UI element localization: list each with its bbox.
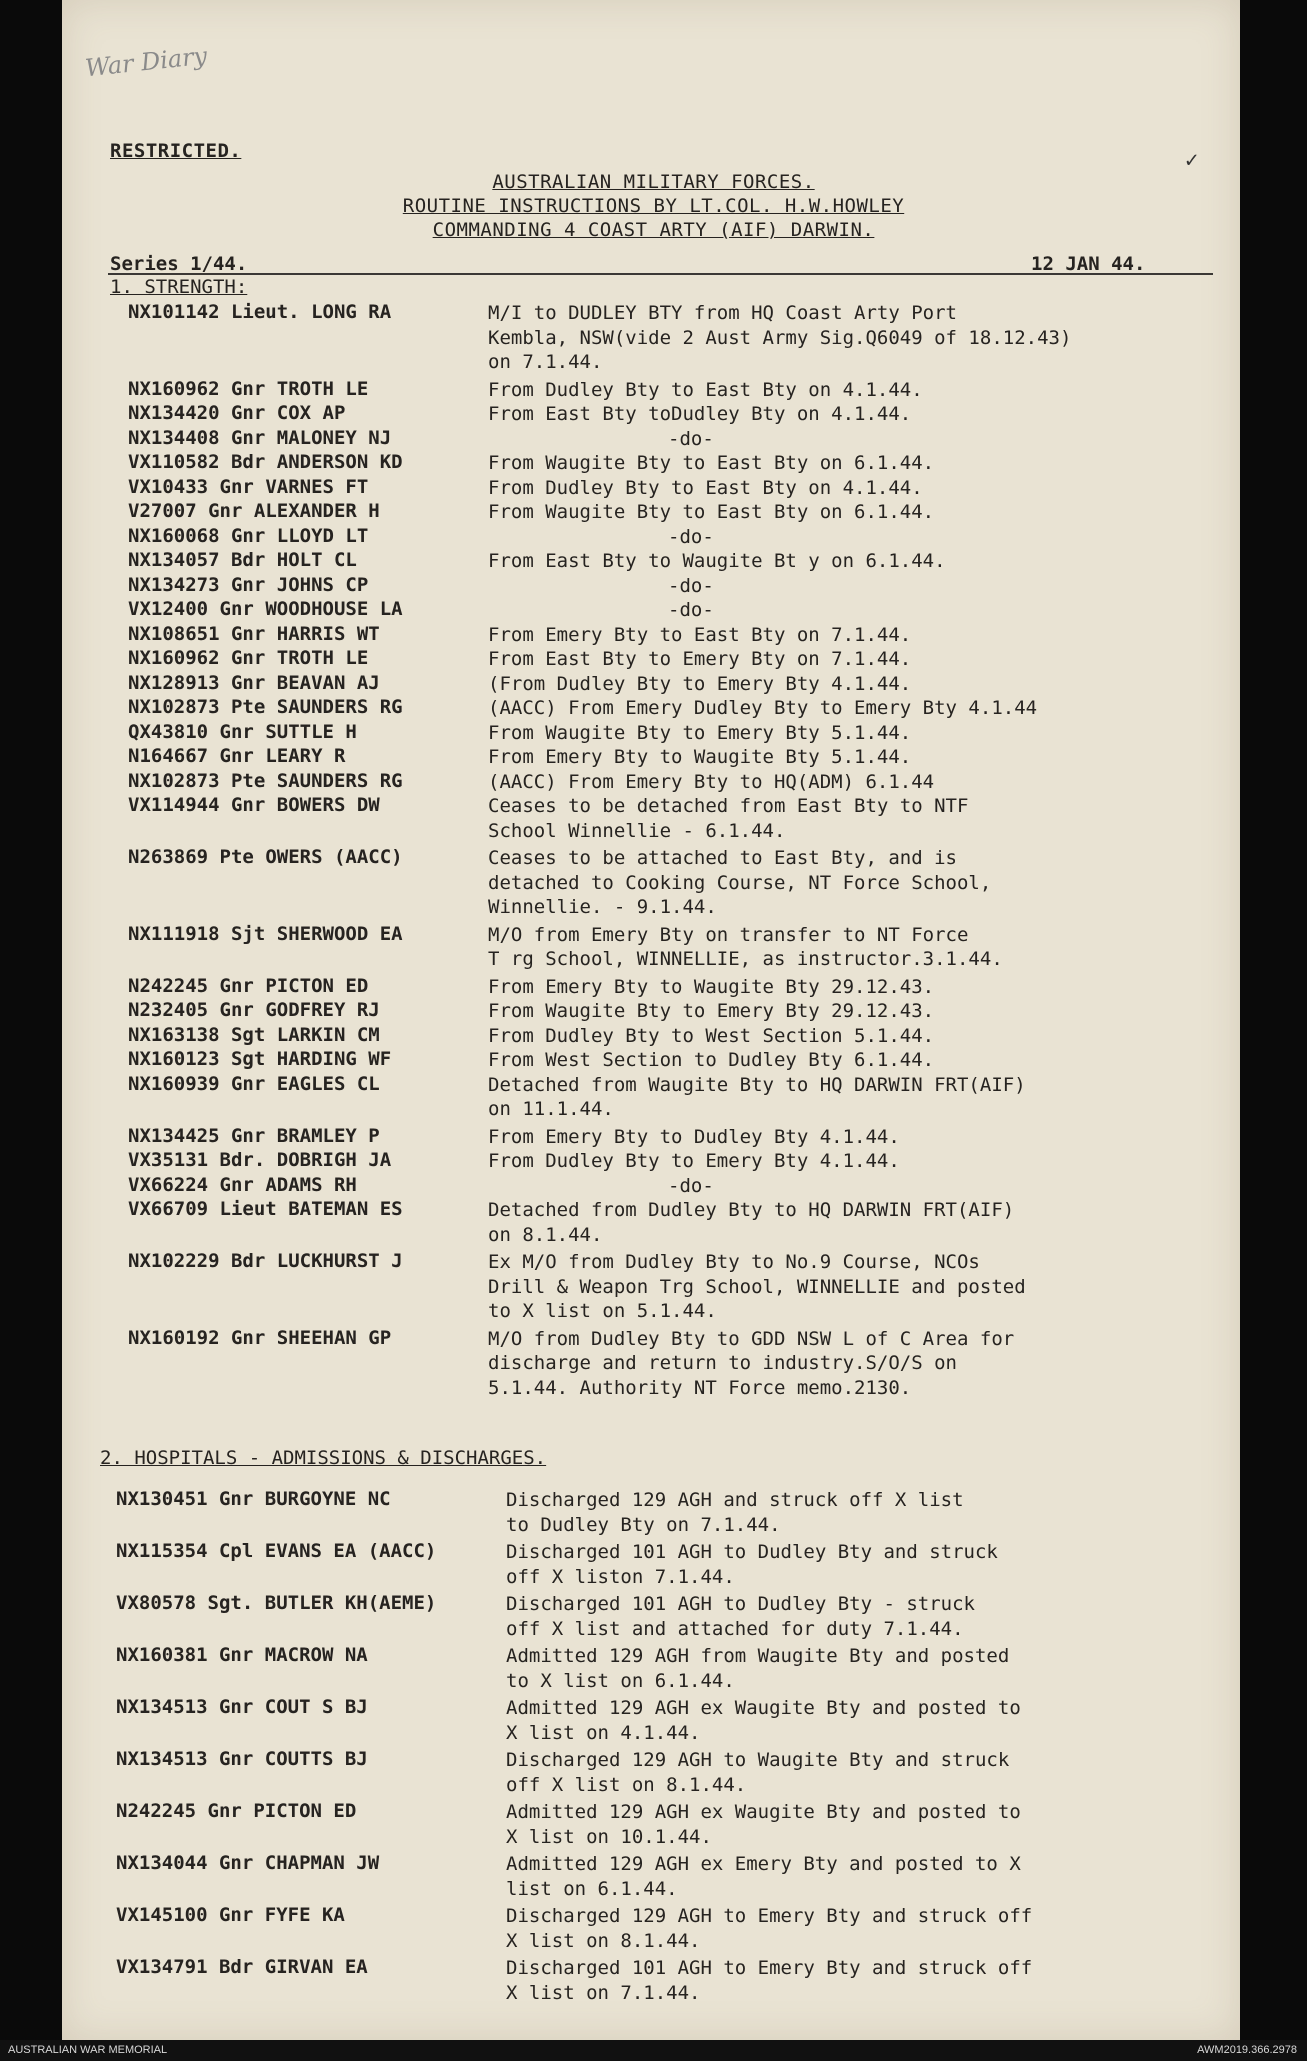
service-number: NX115354 bbox=[116, 1540, 208, 1562]
service-member bbox=[128, 378, 368, 400]
entry-text: (AACC) From Emery Dudley Bty to Emery Bty 4.1.44 bbox=[488, 697, 1038, 719]
member-name: CHAPMAN JW bbox=[264, 1852, 380, 1874]
entry-text: -do- bbox=[668, 574, 714, 597]
service-member bbox=[128, 1024, 380, 1046]
rank: Gnr bbox=[219, 720, 254, 743]
service-member bbox=[128, 451, 403, 473]
member-name: SHEEHAN GP bbox=[276, 1326, 392, 1349]
rank: Gnr bbox=[219, 475, 254, 498]
entry-text: off X list on 8.1.44. bbox=[506, 1773, 747, 1796]
entry-text: Ceases to be attached to East Bty, and is bbox=[488, 847, 957, 869]
service-number: NX160192 bbox=[128, 1326, 220, 1349]
rank: Gnr bbox=[230, 622, 266, 645]
service-member bbox=[128, 846, 403, 868]
service-number: NX160123 bbox=[128, 1048, 220, 1070]
entry-text: Discharged 101 AGH to Dudley Bty and struck bbox=[506, 1541, 998, 1563]
rank: Sgt bbox=[230, 1048, 266, 1070]
service-member bbox=[128, 1048, 391, 1070]
member-name: ANDERSON KD bbox=[276, 451, 403, 473]
entry-text: Admitted 129 AGH ex Emery Bty and posted to X bbox=[506, 1853, 1021, 1875]
service-member bbox=[128, 549, 357, 571]
entry-text: off X liston 7.1.44. bbox=[506, 1565, 735, 1588]
member-name: BUTLER KH(AEME) bbox=[264, 1592, 437, 1614]
entry-text: From West Section to Dudley Bty 6.1.44. bbox=[488, 1049, 935, 1071]
entry-text: -do- bbox=[668, 1174, 714, 1197]
service-number: VX35131 bbox=[128, 1149, 209, 1171]
member-name: VARNES FT bbox=[265, 475, 369, 498]
entry-text: Discharged 101 AGH to Emery Bty and struck off bbox=[506, 1957, 1033, 1979]
member-name: MACROW NA bbox=[264, 1644, 368, 1666]
entry-text: From Dudley Bty to West Section 5.1.44. bbox=[488, 1024, 935, 1047]
entry-text: From Dudley Bty to East Bty on 4.1.44. bbox=[488, 378, 923, 401]
rank: Gnr bbox=[230, 647, 266, 669]
entry-text: X list on 4.1.44. bbox=[506, 1721, 701, 1744]
service-member bbox=[128, 770, 403, 792]
section-title-hospitals: 2. HOSPITALS - ADMISSIONS & DISCHARGES. bbox=[100, 1447, 547, 1469]
rank: Gnr bbox=[230, 794, 266, 816]
service-member bbox=[128, 1174, 357, 1196]
rank: Pte bbox=[230, 769, 266, 792]
member-name: LUCKHURST J bbox=[276, 1250, 403, 1272]
entry-text: From East Bty toDudley Bty on 4.1.44. bbox=[488, 403, 912, 425]
rank: Gnr bbox=[218, 1488, 254, 1510]
entry-text: M/O from Emery Bty on transfer to NT Force bbox=[488, 923, 969, 946]
rank: Gnr bbox=[218, 1852, 254, 1874]
entry-text: From Emery Bty to Dudley Bty 4.1.44. bbox=[488, 1125, 900, 1148]
section-title-strength: 1. STRENGTH: bbox=[110, 276, 248, 298]
service-member bbox=[128, 999, 380, 1021]
rank: Pte bbox=[219, 846, 254, 868]
service-number: N164667 bbox=[128, 745, 209, 767]
rank: Gnr bbox=[218, 1904, 254, 1926]
member-name: LEARY R bbox=[265, 745, 346, 767]
member-name: FYFE KA bbox=[264, 1904, 345, 1926]
entry-text: From Dudley Bty to Emery Bty 4.1.44. bbox=[488, 1150, 900, 1172]
rank: Bdr bbox=[218, 1956, 254, 1978]
service-number: NX160381 bbox=[116, 1644, 208, 1666]
entry-text: From East Bty to Waugite Bt y on 6.1.44. bbox=[488, 550, 946, 572]
service-member bbox=[128, 696, 403, 718]
member-name: LLOYD LT bbox=[276, 524, 369, 547]
member-name: TROTH LE bbox=[276, 377, 369, 400]
service-number: NX102873 bbox=[128, 696, 220, 718]
entry-text: to X list on 6.1.44. bbox=[506, 1669, 735, 1692]
document-date: 12 JAN 44. bbox=[1031, 253, 1146, 275]
service-member bbox=[128, 301, 391, 323]
member-name: HARRIS WT bbox=[276, 622, 380, 645]
rank: Gnr bbox=[219, 974, 254, 997]
classification-label: RESTRICTED. bbox=[110, 140, 242, 162]
service-number: N242245 bbox=[116, 1800, 197, 1822]
entry-text: From Waugite Bty to East Bty on 6.1.44. bbox=[488, 452, 935, 474]
member-name: BRAMLEY P bbox=[276, 1124, 380, 1147]
service-member bbox=[128, 672, 380, 694]
entry-text: From Dudley Bty to East Bty on 4.1.44. bbox=[488, 476, 923, 499]
rank: Bdr. bbox=[219, 1149, 266, 1171]
entry-text: Ex M/O from Dudley Bty to No.9 Course, NCOs bbox=[488, 1251, 980, 1273]
service-number: NX134044 bbox=[116, 1852, 208, 1874]
entry-text: -do- bbox=[668, 599, 714, 621]
service-number: NX134273 bbox=[128, 573, 220, 596]
service-member bbox=[128, 402, 345, 424]
member-name: MALONEY NJ bbox=[276, 426, 392, 449]
entry-text: on 8.1.44. bbox=[488, 1223, 603, 1246]
rank: Gnr bbox=[230, 426, 266, 449]
service-member bbox=[116, 1956, 368, 1978]
rank: Gnr bbox=[219, 745, 254, 767]
entry-text: Kembla, NSW(vide 2 Aust Army Sig.Q6049 of 18.12.43) bbox=[488, 326, 1072, 349]
rank: Gnr bbox=[230, 671, 266, 694]
member-name: GODFREY RJ bbox=[265, 999, 380, 1021]
entry-text: discharge and return to industry.S/O/S on bbox=[488, 1352, 957, 1374]
service-member bbox=[116, 1540, 436, 1562]
service-number: VX145100 bbox=[116, 1904, 208, 1926]
rank: Bdr bbox=[230, 451, 266, 473]
rank: Gnr bbox=[230, 402, 266, 424]
member-name: COUTTS BJ bbox=[264, 1748, 368, 1770]
service-member bbox=[128, 500, 380, 522]
archive-footer bbox=[0, 2040, 1307, 2061]
service-member bbox=[116, 1800, 356, 1822]
rank: Sjt bbox=[230, 922, 266, 945]
service-member bbox=[128, 1327, 391, 1349]
service-number: NX128913 bbox=[128, 671, 220, 694]
member-name: SAUNDERS RG bbox=[276, 696, 403, 718]
series-number: Series 1/44. bbox=[110, 253, 248, 275]
member-name: ADAMS RH bbox=[265, 1173, 357, 1196]
heading-instructions: ROUTINE INSTRUCTIONS BY LT.COL. H.W.HOWLEY bbox=[402, 195, 905, 217]
entry-text: From Emery Bty to Waugite Bty 29.12.43. bbox=[488, 975, 935, 998]
entry-text: on 7.1.44. bbox=[488, 351, 603, 373]
entry-text: (From Dudley Bty to Emery Bty 4.1.44. bbox=[488, 672, 912, 695]
member-name: BURGOYNE NC bbox=[264, 1488, 391, 1510]
entry-text: Detached from Dudley Bty to HQ DARWIN FRT(AIF) bbox=[488, 1199, 1015, 1221]
service-member bbox=[128, 427, 391, 449]
entry-text: T rg School, WINNELLIE, as instructor.3.1.44. bbox=[488, 948, 1003, 970]
service-member bbox=[116, 1748, 368, 1770]
footer-institution: AUSTRALIAN WAR MEMORIAL bbox=[8, 2044, 168, 2056]
entry-text: Admitted 129 AGH ex Waugite Bty and posted to bbox=[506, 1697, 1021, 1719]
member-name: ALEXANDER H bbox=[253, 500, 380, 522]
service-member bbox=[128, 1250, 403, 1272]
entry-text: list on 6.1.44. bbox=[506, 1877, 678, 1900]
entry-text: M/I to DUDLEY BTY from HQ Coast Arty Port bbox=[488, 302, 957, 324]
service-member bbox=[116, 1852, 379, 1874]
service-member bbox=[128, 623, 380, 645]
rank: Gnr bbox=[218, 1696, 254, 1718]
service-member bbox=[128, 574, 368, 596]
rank: Sgt bbox=[230, 1023, 266, 1046]
member-name: SAUNDERS RG bbox=[276, 769, 403, 792]
rank: Cpl bbox=[218, 1540, 254, 1562]
service-number: QX43810 bbox=[128, 720, 209, 743]
entry-text: Discharged 129 AGH to Emery Bty and struck off bbox=[506, 1905, 1033, 1927]
service-number: NX134513 bbox=[116, 1748, 208, 1770]
entry-text: From Waugite Bty to East Bty on 6.1.44. bbox=[488, 501, 935, 523]
member-name: PICTON ED bbox=[253, 1800, 357, 1822]
member-name: PICTON ED bbox=[265, 974, 369, 997]
member-name: LARKIN CM bbox=[276, 1023, 380, 1046]
entry-text: From Emery Bty to East Bty on 7.1.44. bbox=[488, 623, 912, 646]
service-number: NX134408 bbox=[128, 426, 220, 449]
member-name: COUT S BJ bbox=[264, 1696, 368, 1718]
service-number: VX110582 bbox=[128, 451, 220, 473]
entry-text: -do- bbox=[668, 427, 714, 450]
rank: Gnr bbox=[219, 999, 254, 1021]
entry-text: Drill & Weapon Trg School, WINNELLIE and posted bbox=[488, 1275, 1026, 1298]
member-name: HOLT CL bbox=[276, 549, 357, 571]
member-name: EVANS EA (AACC) bbox=[264, 1540, 437, 1562]
heading-organisation: AUSTRALIAN MILITARY FORCES. bbox=[492, 171, 815, 193]
service-member bbox=[128, 1073, 380, 1095]
entry-text: to Dudley Bty on 7.1.44. bbox=[506, 1513, 781, 1536]
rank: Bdr bbox=[230, 549, 266, 571]
rank: Gnr bbox=[230, 1326, 266, 1349]
rank: Gnr bbox=[219, 598, 254, 620]
service-number: N242245 bbox=[128, 974, 209, 997]
entry-text: Detached from Waugite Bty to HQ DARWIN FRT(AIF) bbox=[488, 1073, 1026, 1096]
service-member bbox=[128, 923, 403, 945]
handwritten-note: War Diary bbox=[83, 41, 209, 83]
entry-text: Winnellie. - 9.1.44. bbox=[488, 896, 717, 918]
member-name: DOBRIGH JA bbox=[276, 1149, 392, 1171]
service-member bbox=[116, 1904, 345, 1926]
rank: Gnr bbox=[230, 377, 266, 400]
service-member bbox=[116, 1592, 436, 1614]
service-number: V27007 bbox=[128, 500, 197, 522]
service-number: VX66709 bbox=[128, 1198, 209, 1220]
service-number: NX101142 bbox=[128, 301, 220, 323]
member-name: BOWERS DW bbox=[276, 794, 380, 816]
service-member bbox=[128, 647, 368, 669]
member-name: COX AP bbox=[276, 402, 346, 424]
header-rule bbox=[108, 273, 1213, 275]
entry-text: Ceases to be detached from East Bty to NTF bbox=[488, 795, 969, 817]
rank: Gnr bbox=[230, 524, 266, 547]
service-number: NX102873 bbox=[128, 769, 220, 792]
entry-text: off X list and attached for duty 7.1.44. bbox=[506, 1617, 964, 1640]
rank: Gnr bbox=[207, 1800, 242, 1822]
service-number: NX134420 bbox=[128, 402, 220, 424]
rank: Lieut. bbox=[230, 301, 300, 323]
service-number: NX134425 bbox=[128, 1124, 220, 1147]
entry-text: From Emery Bty to Waugite Bty 5.1.44. bbox=[488, 746, 912, 768]
service-number: NX160962 bbox=[128, 647, 220, 669]
service-member bbox=[128, 745, 345, 767]
rank: Gnr bbox=[218, 1748, 254, 1770]
entry-text: X list on 7.1.44. bbox=[506, 1981, 701, 2004]
rank: Sgt. bbox=[207, 1592, 254, 1614]
service-member bbox=[128, 721, 357, 743]
service-number: NX160939 bbox=[128, 1072, 220, 1095]
entry-text: X list on 8.1.44. bbox=[506, 1929, 701, 1952]
service-member bbox=[128, 525, 368, 547]
service-member bbox=[128, 476, 368, 498]
entry-text: detached to Cooking Course, NT Force School, bbox=[488, 871, 992, 894]
entry-text: From Waugite Bty to Emery Bty 5.1.44. bbox=[488, 721, 912, 744]
entry-text: (AACC) From Emery Bty to HQ(ADM) 6.1.44 bbox=[488, 770, 935, 793]
rank: Gnr bbox=[230, 1072, 266, 1095]
service-number: VX10433 bbox=[128, 475, 209, 498]
rank: Gnr bbox=[218, 1644, 254, 1666]
member-name: BATEMAN ES bbox=[288, 1198, 403, 1220]
entry-text: 5.1.44. Authority NT Force memo.2130. bbox=[488, 1376, 912, 1399]
service-number: NX160962 bbox=[128, 377, 220, 400]
service-number: VX12400 bbox=[128, 598, 209, 620]
rank: Bdr bbox=[230, 1250, 266, 1272]
member-name: GIRVAN EA bbox=[264, 1956, 368, 1978]
service-member bbox=[128, 1125, 380, 1147]
rank: Gnr bbox=[230, 1124, 266, 1147]
entry-text: Discharged 101 AGH to Dudley Bty - struck bbox=[506, 1593, 975, 1615]
service-number: N232405 bbox=[128, 999, 209, 1021]
member-name: BEAVAN AJ bbox=[276, 671, 380, 694]
service-number: NX108651 bbox=[128, 622, 220, 645]
entry-text: Admitted 129 AGH from Waugite Bty and posted bbox=[506, 1645, 1010, 1667]
service-number: VX66224 bbox=[128, 1173, 209, 1196]
rank: Gnr bbox=[230, 573, 266, 596]
service-member bbox=[128, 975, 368, 997]
service-number: NX134057 bbox=[128, 549, 220, 571]
member-name: HARDING WF bbox=[276, 1048, 392, 1070]
service-member bbox=[116, 1696, 368, 1718]
service-number: VX80578 bbox=[116, 1592, 197, 1614]
entry-text: Admitted 129 AGH ex Waugite Bty and posted to bbox=[506, 1801, 1021, 1823]
service-number: VX134791 bbox=[116, 1956, 208, 1978]
entry-text: School Winnellie - 6.1.44. bbox=[488, 819, 786, 842]
service-member bbox=[128, 1198, 403, 1220]
service-number: NX111918 bbox=[128, 922, 220, 945]
member-name: OWERS (AACC) bbox=[265, 846, 403, 868]
entry-text: -do- bbox=[668, 525, 714, 548]
member-name: WOODHOUSE LA bbox=[265, 598, 403, 620]
member-name: SHERWOOD EA bbox=[276, 922, 403, 945]
member-name: JOHNS CP bbox=[276, 573, 369, 596]
entry-text: X list on 10.1.44. bbox=[506, 1825, 712, 1848]
member-name: LONG RA bbox=[311, 301, 392, 323]
service-member bbox=[116, 1644, 368, 1666]
entry-text: From East Bty to Emery Bty on 7.1.44. bbox=[488, 648, 912, 670]
rank: Gnr bbox=[219, 1173, 254, 1196]
service-member bbox=[128, 598, 403, 620]
entry-text: M/O from Dudley Bty to GDD NSW L of C Area for bbox=[488, 1327, 1015, 1350]
service-number: VX114944 bbox=[128, 794, 220, 816]
service-number: NX130451 bbox=[116, 1488, 208, 1510]
service-member bbox=[128, 794, 380, 816]
member-name: TROTH LE bbox=[276, 647, 369, 669]
member-name: SUTTLE H bbox=[265, 720, 357, 743]
service-member bbox=[128, 1149, 391, 1171]
heading-command: COMMANDING 4 COAST ARTY (AIF) DARWIN. bbox=[432, 219, 875, 241]
entry-text: Discharged 129 AGH and struck off X list bbox=[506, 1489, 964, 1511]
service-member bbox=[116, 1488, 391, 1510]
entry-text: on 11.1.44. bbox=[488, 1098, 614, 1120]
service-number: NX160068 bbox=[128, 524, 220, 547]
tick-mark: ✓ bbox=[1185, 148, 1199, 173]
service-number: NX134513 bbox=[116, 1696, 208, 1718]
rank: Gnr bbox=[208, 500, 243, 522]
member-name: EAGLES CL bbox=[276, 1072, 380, 1095]
service-number: NX163138 bbox=[128, 1023, 220, 1046]
rank: Lieut bbox=[219, 1198, 277, 1220]
entry-text: to X list on 5.1.44. bbox=[488, 1300, 717, 1322]
entry-text: From Waugite Bty to Emery Bty 29.12.43. bbox=[488, 1000, 935, 1022]
footer-reference: AWM2019.366.2978 bbox=[1197, 2044, 1297, 2056]
service-number: NX102229 bbox=[128, 1250, 220, 1272]
entry-text: Discharged 129 AGH to Waugite Bty and struck bbox=[506, 1749, 1010, 1771]
service-number: N263869 bbox=[128, 846, 209, 868]
rank: Pte bbox=[230, 696, 266, 718]
